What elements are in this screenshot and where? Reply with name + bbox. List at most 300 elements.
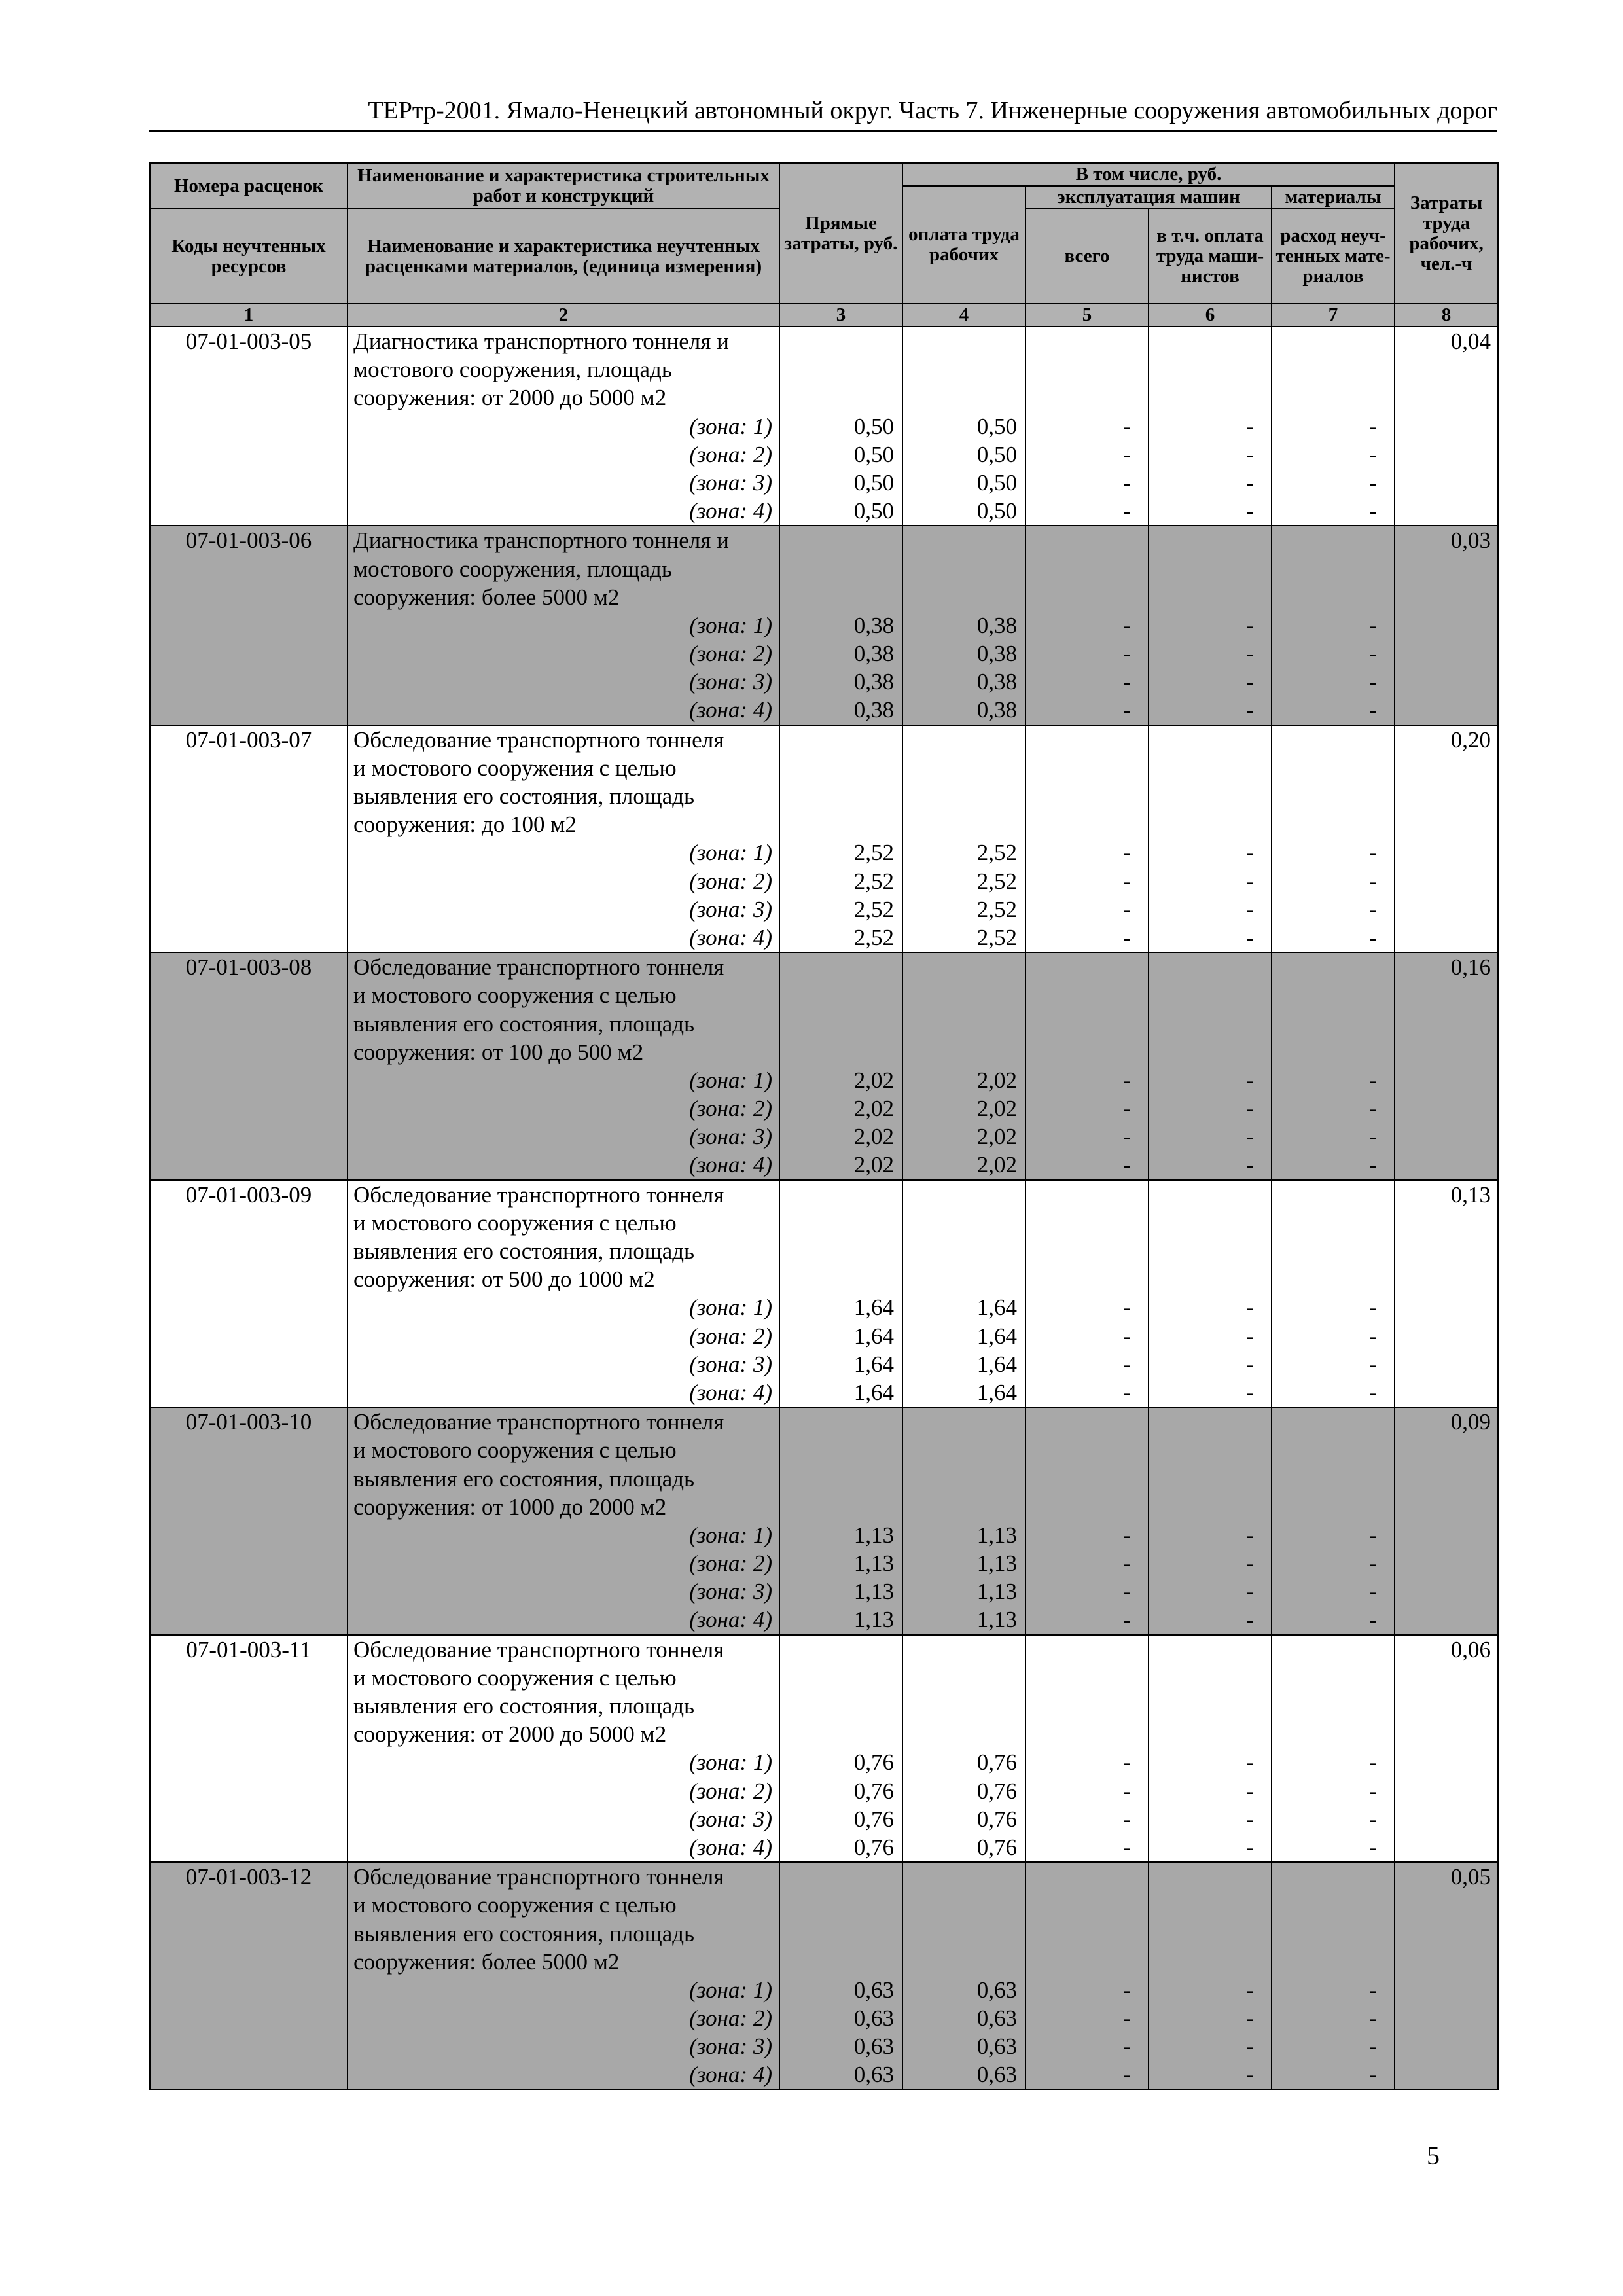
zone-label: (зона: 3) — [689, 1806, 772, 1832]
spacer — [780, 1465, 894, 1493]
spacer — [1272, 1720, 1377, 1748]
rate-code-cell — [150, 526, 348, 725]
driver-pay-cell — [1149, 1635, 1272, 1863]
direct-cost-cell — [779, 1407, 902, 1635]
direct-cost: 1,13 — [853, 1579, 894, 1605]
zone-label: (зона: 1) — [689, 1295, 772, 1321]
driver-pay: - — [1246, 1379, 1254, 1405]
direct-cost-cell — [779, 327, 902, 526]
spacer — [780, 1265, 894, 1293]
rate-code: 07-01-003-06 — [185, 528, 312, 554]
machines-total: - — [1123, 413, 1131, 439]
worker-pay: 0,63 — [976, 2034, 1017, 2060]
spacer — [1026, 810, 1131, 838]
spacer — [1272, 1920, 1377, 1948]
spacer — [903, 1209, 1017, 1237]
spacer — [1149, 1408, 1254, 1436]
labor-cost-cell — [1395, 327, 1498, 526]
spacer — [903, 583, 1017, 611]
worker-pay: 0,38 — [976, 641, 1017, 667]
spacer — [1026, 1010, 1131, 1038]
spacer — [1026, 555, 1131, 583]
col-header-worker-pay: оплата труда рабочих — [902, 186, 1026, 304]
spacer — [1149, 1237, 1254, 1265]
direct-cost-cell — [779, 952, 902, 1180]
spacer — [1272, 1209, 1377, 1237]
spacer — [780, 1436, 894, 1464]
description-line: Обследование транспортного тоннеля — [353, 1181, 724, 1208]
machines-total-cell — [1026, 327, 1149, 526]
spacer — [1272, 384, 1377, 412]
description-line: сооружения: более 5000 м2 — [353, 1948, 620, 1975]
spacer — [780, 953, 894, 981]
direct-cost: 0,63 — [853, 2062, 894, 2088]
direct-cost: 0,50 — [853, 469, 894, 495]
labor-cost-cell — [1395, 1862, 1498, 2090]
zone-label: (зона: 4) — [689, 1607, 772, 1633]
spacer — [780, 1181, 894, 1209]
machines-total: - — [1123, 1096, 1131, 1122]
worker-pay-cell — [902, 1180, 1026, 1408]
spacer — [903, 1863, 1017, 1891]
materials-usage-cell — [1272, 1635, 1395, 1863]
spacer — [1026, 384, 1131, 412]
worker-pay: 2,02 — [976, 1096, 1017, 1122]
machines-total: - — [1123, 1778, 1131, 1804]
materials-usage: - — [1369, 896, 1378, 922]
machines-total: - — [1123, 641, 1131, 667]
materials-usage: - — [1369, 1379, 1378, 1405]
table-header — [150, 163, 1498, 327]
machines-total: - — [1123, 1806, 1131, 1832]
spacer — [903, 1010, 1017, 1038]
spacer — [1026, 1920, 1131, 1948]
rate-description-cell — [348, 327, 779, 526]
worker-pay-cell — [902, 526, 1026, 725]
worker-pay-cell — [902, 327, 1026, 526]
spacer — [1149, 1209, 1254, 1237]
machines-total: - — [1123, 924, 1131, 950]
spacer — [1026, 1493, 1131, 1521]
rate-row — [150, 1407, 1498, 1635]
zone-label: (зона: 1) — [689, 1067, 772, 1093]
direct-cost: 2,52 — [853, 924, 894, 950]
spacer — [903, 1436, 1017, 1464]
driver-pay: - — [1246, 641, 1254, 667]
machines-total-cell — [1026, 1635, 1149, 1863]
spacer — [780, 1920, 894, 1948]
machines-total: - — [1123, 2034, 1131, 2060]
worker-pay: 0,50 — [976, 469, 1017, 495]
spacer — [780, 782, 894, 810]
direct-cost: 0,63 — [853, 2005, 894, 2032]
materials-usage: - — [1369, 868, 1378, 894]
machines-total: - — [1123, 1749, 1131, 1776]
machines-total-cell — [1026, 1862, 1149, 2090]
materials-usage: - — [1369, 413, 1378, 439]
worker-pay: 2,02 — [976, 1152, 1017, 1178]
zone-label: (зона: 4) — [689, 924, 772, 950]
materials-usage: - — [1369, 1124, 1378, 1150]
machines-total: - — [1123, 1834, 1131, 1860]
rate-code-cell — [150, 1407, 348, 1635]
spacer — [780, 981, 894, 1009]
direct-cost: 1,64 — [853, 1323, 894, 1349]
spacer — [1149, 1038, 1254, 1066]
spacer — [903, 1891, 1017, 1919]
direct-cost-cell — [779, 526, 902, 725]
direct-cost: 0,38 — [853, 612, 894, 638]
spacer — [1272, 810, 1377, 838]
spacer — [903, 1636, 1017, 1664]
spacer — [1272, 1891, 1377, 1919]
direct-cost: 2,52 — [853, 868, 894, 894]
direct-cost-cell — [779, 1862, 902, 2090]
description-line: выявления его состояния, площадь — [353, 1693, 695, 1719]
spacer — [1149, 981, 1254, 1009]
description-line: сооружения: от 1000 до 2000 м2 — [353, 1494, 667, 1520]
machines-total: - — [1123, 840, 1131, 866]
driver-pay: - — [1246, 1067, 1254, 1093]
spacer — [780, 1493, 894, 1521]
materials-usage: - — [1369, 669, 1378, 695]
driver-pay-cell — [1149, 1862, 1272, 2090]
rate-code: 07-01-003-12 — [185, 1864, 312, 1890]
direct-cost: 2,52 — [853, 896, 894, 922]
driver-pay: - — [1246, 612, 1254, 638]
spacer — [903, 1720, 1017, 1748]
rate-row — [150, 725, 1498, 953]
spacer — [1272, 327, 1377, 355]
driver-pay: - — [1246, 697, 1254, 723]
materials-usage: - — [1369, 840, 1378, 866]
spacer — [1149, 810, 1254, 838]
labor-cost: 0,13 — [1450, 1181, 1491, 1208]
spacer — [780, 1692, 894, 1720]
running-header: ТЕРтр-2001. Ямало-Ненецкий автономный округ. Часть 7. Инженерные сооружения автомобильных дорог — [149, 95, 1497, 132]
machines-total: - — [1123, 1124, 1131, 1150]
spacer — [1149, 754, 1254, 782]
spacer — [780, 726, 894, 754]
spacer — [1026, 526, 1131, 554]
driver-pay: - — [1246, 413, 1254, 439]
zone-label: (зона: 3) — [689, 1124, 772, 1150]
spacer — [1272, 754, 1377, 782]
materials-usage: - — [1369, 1977, 1378, 2003]
spacer — [780, 810, 894, 838]
spacer — [903, 953, 1017, 981]
worker-pay-cell — [902, 725, 1026, 953]
machines-total: - — [1123, 498, 1131, 524]
col-number: 6 — [1149, 304, 1272, 327]
zone-label: (зона: 3) — [689, 1579, 772, 1605]
driver-pay: - — [1246, 1522, 1254, 1548]
zone-label: (зона: 4) — [689, 697, 772, 723]
description-line: сооружения: от 2000 до 5000 м2 — [353, 385, 667, 411]
worker-pay: 0,50 — [976, 441, 1017, 467]
materials-usage: - — [1369, 469, 1378, 495]
direct-cost: 2,02 — [853, 1096, 894, 1122]
zone-label: (зона: 1) — [689, 1749, 772, 1776]
direct-cost: 2,02 — [853, 1124, 894, 1150]
spacer — [780, 1891, 894, 1919]
direct-cost: 0,76 — [853, 1806, 894, 1832]
labor-cost: 0,03 — [1450, 528, 1491, 554]
spacer — [1149, 1863, 1254, 1891]
spacer — [1272, 1465, 1377, 1493]
materials-usage-cell — [1272, 1407, 1395, 1635]
materials-usage: - — [1369, 1522, 1378, 1548]
machines-total: - — [1123, 1295, 1131, 1321]
rate-row — [150, 1862, 1498, 2090]
materials-usage: - — [1369, 441, 1378, 467]
spacer — [1026, 1664, 1131, 1692]
driver-pay: - — [1246, 1607, 1254, 1633]
driver-pay: - — [1246, 840, 1254, 866]
zone-label: (зона: 2) — [689, 441, 772, 467]
description-line: и мостового сооружения с целью — [353, 1210, 677, 1236]
spacer — [1149, 1265, 1254, 1293]
driver-pay: - — [1246, 1579, 1254, 1605]
spacer — [1149, 327, 1254, 355]
spacer — [903, 1181, 1017, 1209]
driver-pay: - — [1246, 1977, 1254, 2003]
spacer — [1272, 1010, 1377, 1038]
rate-row — [150, 327, 1498, 526]
worker-pay-cell — [902, 1862, 1026, 2090]
col-header-driver-pay: в т.ч. оплата труда маши-нистов — [1149, 209, 1272, 304]
direct-cost-cell — [779, 1180, 902, 1408]
rate-code: 07-01-003-05 — [185, 329, 312, 354]
worker-pay: 2,52 — [976, 840, 1017, 866]
spacer — [1026, 953, 1131, 981]
direct-cost: 0,76 — [853, 1778, 894, 1804]
zone-label: (зона: 2) — [689, 1323, 772, 1349]
spacer — [780, 384, 894, 412]
driver-pay: - — [1246, 669, 1254, 695]
direct-cost: 1,64 — [853, 1379, 894, 1405]
spacer — [1026, 1181, 1131, 1209]
machines-total: - — [1123, 2062, 1131, 2088]
materials-usage-cell — [1272, 327, 1395, 526]
machines-total: - — [1123, 1977, 1131, 2003]
table-body — [150, 327, 1498, 2090]
zone-label: (зона: 3) — [689, 469, 772, 495]
materials-usage: - — [1369, 1152, 1378, 1178]
col-number: 2 — [348, 304, 779, 327]
zone-label: (зона: 2) — [689, 1096, 772, 1122]
labor-cost-cell — [1395, 1180, 1498, 1408]
spacer — [1272, 1493, 1377, 1521]
materials-usage-cell — [1272, 526, 1395, 725]
spacer — [1272, 1237, 1377, 1265]
direct-cost: 0,38 — [853, 697, 894, 723]
col-number: 3 — [779, 304, 902, 327]
description-line: Обследование транспортного тоннеля — [353, 1636, 724, 1662]
spacer — [903, 754, 1017, 782]
zone-label: (зона: 2) — [689, 2005, 772, 2032]
materials-usage: - — [1369, 1551, 1378, 1577]
worker-pay: 2,52 — [976, 896, 1017, 922]
labor-cost-cell — [1395, 952, 1498, 1180]
worker-pay: 1,64 — [976, 1379, 1017, 1405]
col-header-machines-total: всего — [1026, 209, 1149, 304]
direct-cost: 0,76 — [853, 1834, 894, 1860]
spacer — [780, 526, 894, 554]
spacer — [780, 1664, 894, 1692]
spacer — [1272, 1664, 1377, 1692]
zone-label: (зона: 1) — [689, 1977, 772, 2003]
spacer — [1272, 1181, 1377, 1209]
machines-total: - — [1123, 441, 1131, 467]
description-line: Диагностика транспортного тоннеля и — [353, 528, 729, 554]
rate-row — [150, 526, 1498, 725]
spacer — [1149, 526, 1254, 554]
col-number: 7 — [1272, 304, 1395, 327]
rate-code-cell — [150, 1862, 348, 2090]
direct-cost: 0,63 — [853, 1977, 894, 2003]
spacer — [903, 526, 1017, 554]
zone-label: (зона: 3) — [689, 2034, 772, 2060]
spacer — [1026, 981, 1131, 1009]
col-header-work-name: Наименование и характеристика строительных работ и конструкций — [348, 163, 779, 209]
driver-pay: - — [1246, 868, 1254, 894]
description-line: Обследование транспортного тоннеля — [353, 726, 724, 753]
materials-usage: - — [1369, 2062, 1378, 2088]
spacer — [780, 1863, 894, 1891]
spacer — [1149, 1436, 1254, 1464]
worker-pay: 0,38 — [976, 669, 1017, 695]
materials-usage: - — [1369, 1607, 1378, 1633]
spacer — [1149, 384, 1254, 412]
machines-total: - — [1123, 469, 1131, 495]
spacer — [1272, 1692, 1377, 1720]
spacer — [1026, 355, 1131, 384]
spacer — [1149, 355, 1254, 384]
spacer — [1149, 1692, 1254, 1720]
driver-pay: - — [1246, 1834, 1254, 1860]
direct-cost-cell — [779, 725, 902, 953]
machines-total: - — [1123, 1152, 1131, 1178]
spacer — [903, 1664, 1017, 1692]
spacer — [1026, 327, 1131, 355]
direct-cost: 1,64 — [853, 1351, 894, 1377]
spacer — [1149, 1636, 1254, 1664]
materials-usage: - — [1369, 641, 1378, 667]
zone-label: (зона: 3) — [689, 669, 772, 695]
spacer — [780, 754, 894, 782]
machines-total: - — [1123, 1607, 1131, 1633]
spacer — [1149, 555, 1254, 583]
spacer — [1272, 526, 1377, 554]
spacer — [1026, 1891, 1131, 1919]
driver-pay: - — [1246, 1778, 1254, 1804]
materials-usage: - — [1369, 1351, 1378, 1377]
spacer — [780, 1948, 894, 1976]
direct-cost: 2,02 — [853, 1067, 894, 1093]
spacer — [1149, 1181, 1254, 1209]
spacer — [903, 1920, 1017, 1948]
worker-pay: 0,76 — [976, 1834, 1017, 1860]
col-number: 5 — [1026, 304, 1149, 327]
col-number: 1 — [150, 304, 348, 327]
worker-pay-cell — [902, 952, 1026, 1180]
labor-cost-cell — [1395, 725, 1498, 953]
description-line: и мостового сооружения с целью — [353, 1892, 677, 1918]
rate-code-cell — [150, 1180, 348, 1408]
zone-label: (зона: 4) — [689, 1834, 772, 1860]
spacer — [1272, 583, 1377, 611]
spacer — [903, 1465, 1017, 1493]
spacer — [1272, 555, 1377, 583]
spacer — [780, 355, 894, 384]
spacer — [1026, 583, 1131, 611]
materials-usage: - — [1369, 1834, 1378, 1860]
spacer — [780, 1720, 894, 1748]
zone-label: (зона: 1) — [689, 413, 772, 439]
materials-usage-cell — [1272, 1180, 1395, 1408]
machines-total-cell — [1026, 1180, 1149, 1408]
description-line: Обследование транспортного тоннеля — [353, 954, 724, 980]
materials-usage: - — [1369, 2034, 1378, 2060]
rate-code-cell — [150, 327, 348, 526]
col-header-rates: Номера расценок — [150, 163, 348, 209]
driver-pay: - — [1246, 1124, 1254, 1150]
materials-usage: - — [1369, 1579, 1378, 1605]
driver-pay: - — [1246, 1295, 1254, 1321]
description-line: выявления его состояния, площадь — [353, 1465, 695, 1492]
description-line: сооружения: более 5000 м2 — [353, 584, 620, 610]
description-line: и мостового сооружения с целью — [353, 982, 677, 1009]
direct-cost: 0,76 — [853, 1749, 894, 1776]
materials-usage: - — [1369, 1806, 1378, 1832]
spacer — [903, 981, 1017, 1009]
col-header-materials: материалы — [1272, 186, 1395, 209]
machines-total-cell — [1026, 1407, 1149, 1635]
driver-pay: - — [1246, 498, 1254, 524]
spacer — [903, 810, 1017, 838]
description-line: мостового сооружения, площадь — [353, 556, 672, 582]
driver-pay: - — [1246, 1551, 1254, 1577]
spacer — [1149, 782, 1254, 810]
spacer — [1026, 1436, 1131, 1464]
spacer — [1272, 355, 1377, 384]
spacer — [780, 583, 894, 611]
materials-usage: - — [1369, 1295, 1378, 1321]
spacer — [1026, 1692, 1131, 1720]
labor-cost: 0,09 — [1450, 1409, 1491, 1435]
direct-cost: 1,13 — [853, 1607, 894, 1633]
rate-code: 07-01-003-08 — [185, 954, 312, 980]
worker-pay: 0,63 — [976, 1977, 1017, 2003]
description-line: выявления его состояния, площадь — [353, 1238, 695, 1264]
materials-usage: - — [1369, 1067, 1378, 1093]
materials-usage: - — [1369, 1749, 1378, 1776]
col-header-direct-costs: Прямые затраты, руб. — [779, 163, 902, 304]
machines-total: - — [1123, 1379, 1131, 1405]
spacer — [1026, 1209, 1131, 1237]
spacer — [903, 726, 1017, 754]
driver-pay: - — [1246, 896, 1254, 922]
spacer — [1272, 981, 1377, 1009]
spacer — [1026, 782, 1131, 810]
machines-total: - — [1123, 1522, 1131, 1548]
worker-pay: 2,02 — [976, 1067, 1017, 1093]
col-number: 4 — [902, 304, 1026, 327]
zone-label: (зона: 2) — [689, 1778, 772, 1804]
spacer — [1026, 1720, 1131, 1748]
driver-pay-cell — [1149, 1180, 1272, 1408]
